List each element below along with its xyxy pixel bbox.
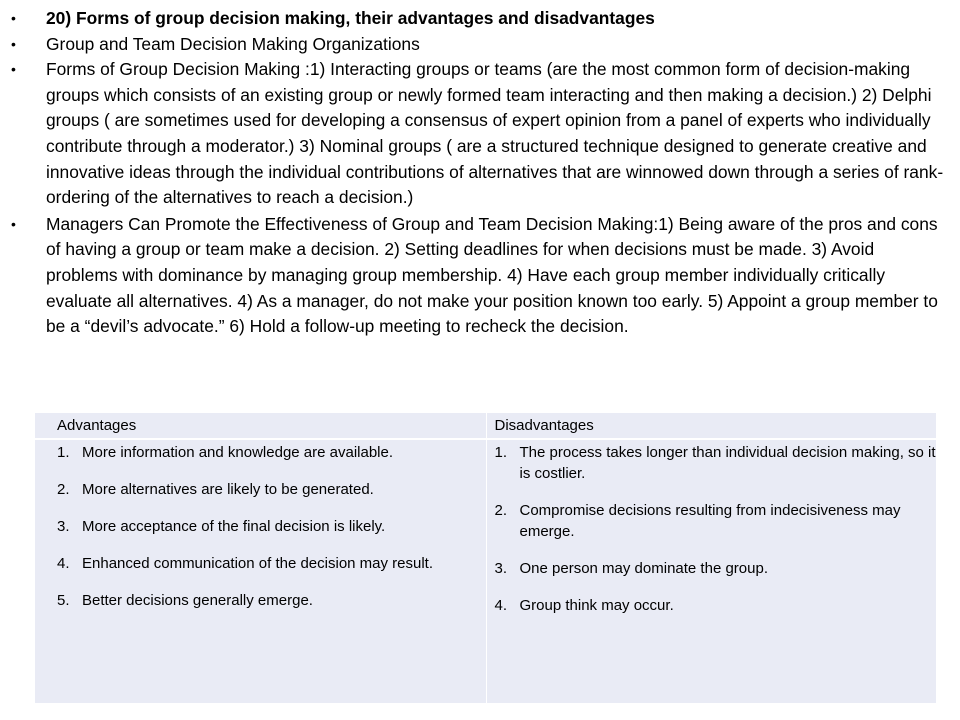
table-header-row [35, 413, 936, 439]
list-item [35, 590, 486, 611]
list-number: 5. [57, 592, 70, 609]
list-number: 4. [57, 555, 70, 572]
list-number: 1. [57, 444, 70, 461]
advantages-list [35, 441, 486, 611]
list-number: 2. [57, 481, 70, 498]
list-text: Compromise decisions resulting from indecisiveness may emerge. [519, 502, 901, 540]
disadvantages-header: Disadvantages [486, 413, 936, 439]
list-text: The process takes longer than individual decision making, so it is costlier. [519, 444, 936, 482]
list-text: Group think may occur. [519, 597, 674, 614]
list-text: More alternatives are likely to be generated. [82, 481, 374, 498]
list-text: More acceptance of the final decision is likely. [82, 518, 386, 535]
list-item [35, 516, 486, 537]
list-item [487, 500, 937, 542]
bullet-text: Forms of Group Decision Making :1) Interacting groups or teams (are the most common form of decision-making groups which consists of an existing group or newly formed team interacting and then making a decision.) 2) Delphi groups ( are sometimes used for developing a consensus of expert opinion from a panel of experts who individually contribute through a moderator.) 3) Nominal groups ( are a structured technique designed to generate creative and innovative ideas through the individual contributions of alternatives that are winnowed down through a series of rank-ordering of the alternatives to reach a decision.) [46, 59, 944, 208]
list-number: 4. [494, 597, 508, 614]
pros-cons-table [35, 413, 936, 703]
bullet-item-forms [0, 57, 960, 211]
bullet-text: Group and Team Decision Making Organizations [46, 33, 420, 54]
advantages-cell [35, 439, 486, 703]
bullet-icon: • [11, 35, 16, 52]
list-number: 3. [494, 560, 508, 577]
list-text: One person may dominate the group. [519, 560, 768, 577]
bullet-icon: • [11, 215, 16, 232]
list-text: Enhanced communication of the decision may result. [82, 555, 434, 572]
list-item [487, 442, 937, 484]
bullet-item-title [0, 6, 960, 32]
bullet-icon: • [11, 61, 16, 78]
list-number: 3. [57, 518, 70, 535]
bullet-list [0, 6, 960, 340]
list-item [35, 479, 486, 500]
list-number: 2. [494, 502, 508, 519]
bullet-text: Managers Can Promote the Effectiveness of Group and Team Decision Making:1) Being aware of the pros and cons of having a group or team make a decision. 2) Setting deadlines for when decisions must be made. 3) Avoid problems with dominance by managing group membership. 4) Have each group member individually critically evaluate all alternatives. 4) As a manager, do not make your position known too early. 5) Appoint a group member to be a “devil’s advocate.” 6) Hold a follow-up meeting to recheck the decision. [46, 213, 938, 337]
list-text: Better decisions generally emerge. [82, 592, 313, 609]
list-item [35, 553, 486, 574]
table-body-row [35, 439, 936, 703]
bullet-item-managers [0, 212, 960, 340]
list-item [487, 595, 937, 616]
disadvantages-list [487, 441, 937, 616]
list-item [487, 558, 937, 579]
bullet-text: 20) Forms of group decision making, their advantages and disadvantages [46, 8, 655, 28]
disadvantages-cell [486, 439, 936, 703]
advantages-header: Advantages [35, 413, 486, 439]
bullet-icon: • [11, 10, 16, 26]
list-number: 1. [494, 444, 508, 461]
list-text: More information and knowledge are available. [82, 444, 394, 461]
list-item [35, 442, 486, 463]
bullet-item-organizations [0, 32, 960, 58]
